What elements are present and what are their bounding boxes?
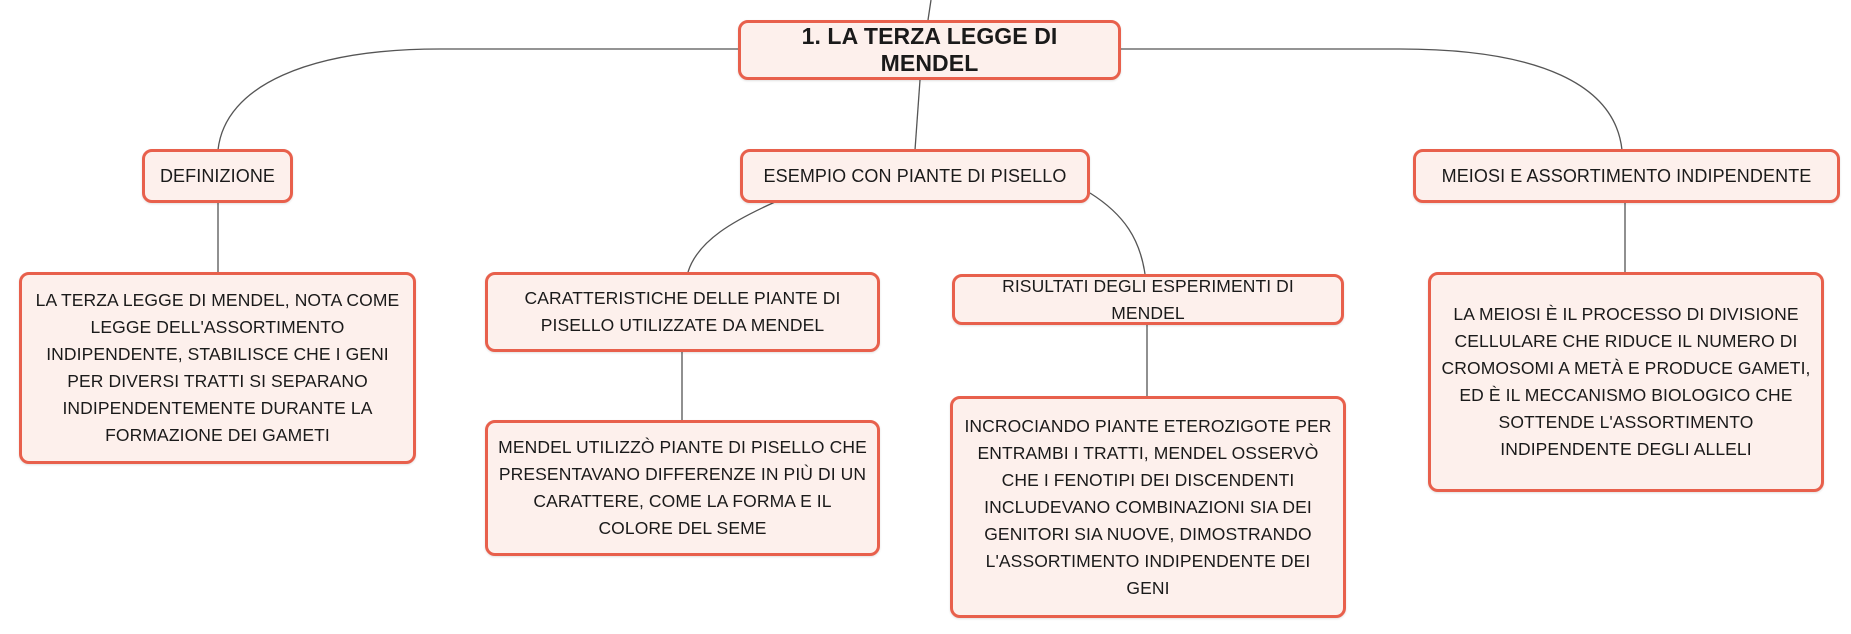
definizione-detail[interactable] [19, 272, 416, 464]
connector-esempio-risultati [1090, 193, 1145, 274]
connector-parent-root [928, 0, 931, 20]
root-topic[interactable] [738, 20, 1121, 80]
topic-definizione-label: DEFINIZIONE [159, 166, 276, 186]
root-topic-label: 1. LA TERZA LEGGE DI MENDEL [801, 23, 1058, 76]
caratteristiche-detail-text: MENDEL UTILIZZÒ PIANTE DI PISELLO CHE PRESENTAVANO DIFFERENZE IN PIÙ DI UN CARATTERE, COME LA FORMA E IL COLORE DEL SEME [498, 437, 867, 538]
topic-esempio[interactable] [740, 149, 1090, 203]
caratteristiche-detail[interactable] [485, 420, 880, 556]
definizione-detail-text: LA TERZA LEGGE DI MENDEL, NOTA COME LEGGE DELL'ASSORTIMENTO INDIPENDENTE, STABILISCE CHE I GENI PER DIVERSI TRATTI SI SEPARANO INDIPENDENTEMENTE DURANTE LA FORMAZIONE DEI GAMETI [35, 290, 400, 445]
topic-meiosi-label: MEIOSI E ASSORTIMENTO INDIPENDENTE [1441, 166, 1812, 186]
meiosi-detail[interactable] [1428, 272, 1824, 492]
topic-definizione[interactable] [142, 149, 293, 203]
topic-caratteristiche[interactable] [485, 272, 880, 352]
topic-caratteristiche-label: CARATTERISTICHE DELLE PIANTE DI PISELLO UTILIZZATE DA MENDEL [524, 288, 841, 335]
topic-meiosi[interactable] [1413, 149, 1840, 203]
connector-root-meiosi [1120, 49, 1622, 150]
connector-root-definizione [218, 49, 738, 150]
topic-esempio-label: ESEMPIO CON PIANTE DI PISELLO [763, 166, 1067, 186]
risultati-detail-text: INCROCIANDO PIANTE ETEROZIGOTE PER ENTRAMBI I TRATTI, MENDEL OSSERVÒ CHE I FENOTIPI DEI DISCENDENTI INCLUDEVANO COMBINAZIONI SIA DEI GENITORI SIA NUOVE, DIMOSTRANDO L'ASSORTIMENTO INDIPENDENTE DEI GENI [964, 415, 1332, 598]
topic-risultati[interactable] [952, 274, 1344, 325]
connector-esempio-caratteristiche [688, 202, 775, 272]
connector-root-esempio [915, 80, 920, 150]
topic-risultati-label: RISULTATI DEGLI ESPERIMENTI DI MENDEL [1002, 275, 1294, 323]
risultati-detail[interactable] [950, 396, 1346, 618]
meiosi-detail-text: LA MEIOSI È IL PROCESSO DI DIVISIONE CELLULARE CHE RIDUCE IL NUMERO DI CROMOSOMI A METÀ E PRODUCE GAMETI, ED È IL MECCANISMO BIOLOGICO CHE SOTTENDE L'ASSORTIMENTO INDIPENDENTE DEGLI ALLELI [1441, 304, 1811, 459]
